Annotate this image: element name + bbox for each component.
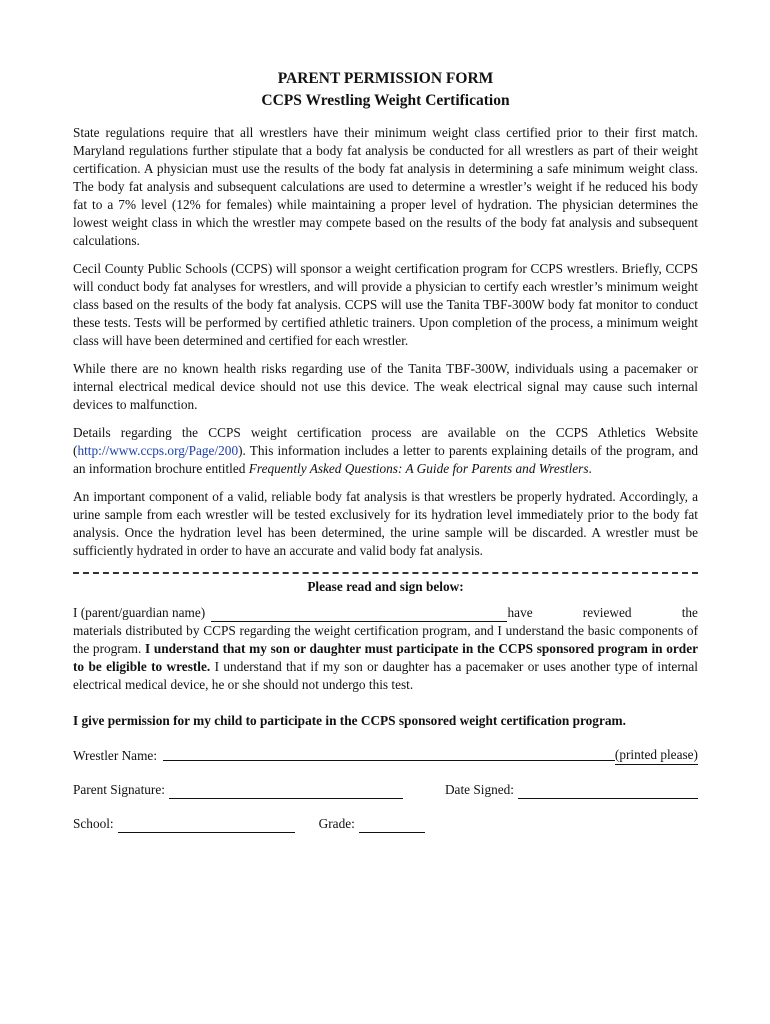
wrestler-name-label: Wrestler Name: — [73, 748, 158, 763]
parent-signature-group — [73, 781, 403, 799]
acknowledgement-first-line — [73, 604, 698, 622]
paragraph-state-regulations: State regulations require that all wrestlers have their minimum weight class certified prior to their first match. Maryland regulations further stipulate that a body fat analysis be conducted for all wrestlers as part of their weight certification. A physician must use the results of the body fat analysis in determining a safe minimum weight class. The body fat analysis and subsequent calculations are used to determine a wrestler’s weight if he reduced his body fat to a 7% level (12% for females) while maintaining a proper level of hydration. The physician determines the lowest weight class in which the wrestler may compete based on the results of the body fat analysis and subsequent calculations. — [73, 125, 698, 248]
paragraph-hydration: An important component of a valid, reliable body fat analysis is that wrestlers be properly hydrated. Accordingly, a urine sample from each wrestler will be tested exclusively for its hydration level immediately prior to the body fat analysis. Once the hydration level has been determined, the urine sample will be discarded. A wrestler must be sufficiently hydrated in order to have an accurate and valid body fat analysis. — [73, 489, 698, 558]
date-signed-field[interactable] — [518, 784, 698, 799]
ack-reviewed: reviewed — [582, 605, 632, 620]
form-title: PARENT PERMISSION FORM — [277, 70, 494, 87]
acknowledgement-text — [73, 622, 698, 694]
date-signed-group — [445, 781, 698, 799]
ack-rest-a: materials distributed by CCPS regarding the weight certification program, and I understand the basic components of the program. — [73, 623, 698, 656]
ccps-athletics-link[interactable]: http://www.ccps.org/Page/200 — [77, 443, 239, 458]
form-content — [73, 68, 698, 833]
printed-please-note: (printed please) — [615, 746, 698, 765]
grade-field[interactable] — [359, 818, 425, 833]
parent-guardian-name-field[interactable] — [211, 607, 507, 622]
permission-statement: I give permission for my child to participate in the CCPS sponsored weight certification program. — [73, 713, 626, 728]
date-signed-label: Date Signed: — [444, 782, 514, 797]
ack-start-text: I (parent/guardian name) — [73, 605, 206, 620]
ack-have: have — [507, 605, 533, 620]
signature-row — [73, 781, 698, 799]
details-text-c: . — [588, 461, 592, 476]
wrestler-name-underline — [163, 746, 615, 761]
ack-rest-b: I understand that if my son or daughter has a pacemaker or uses another type of internal electrical medical device, he or she should not undergo this test. — [73, 659, 698, 692]
ack-the: the — [681, 605, 698, 620]
school-field[interactable] — [118, 818, 295, 833]
school-grade-row — [73, 815, 698, 833]
dashed-divider — [73, 572, 698, 574]
sign-heading: Please read and sign below: — [307, 579, 464, 594]
school-label: School: — [73, 816, 114, 831]
paragraph-details — [73, 424, 698, 478]
form-subtitle: CCPS Wrestling Weight Certification — [261, 92, 510, 109]
grade-label: Grade: — [318, 816, 355, 831]
parent-signature-field[interactable] — [169, 784, 403, 799]
paragraph-health-risks: While there are no known health risks regarding use of the Tanita TBF-300W, individuals using a pacemaker or internal electrical medical device should not use this device. The weak electrical signal may cause such internal devices to malfunction. — [73, 361, 698, 412]
details-text-a: Details regarding the CCPS weight certification process are available on the CCPS Athletics Website ( — [73, 425, 698, 458]
paragraph-ccps-sponsor: Cecil County Public Schools (CCPS) will sponsor a weight certification program for CCPS wrestlers. Briefly, CCPS will conduct body fat analyses for wrestlers, and will provide a physician to certify each wrestler’s minimum weight class based on the results of the body fat analysis. CCPS will use the Tanita TBF-300W body fat monitor to conduct these tests. Tests will be performed by certified athletic trainers. Upon completion of the process, a minimum weight class will have been determined and certified for each wrestler. — [73, 261, 698, 348]
details-text-b: ). This information includes a letter to parents explaining details of the program, and an information brochure entitled — [73, 443, 698, 476]
brochure-title: Frequently Asked Questions: A Guide for Parents and Wrestlers — [248, 461, 589, 476]
ack-bold-statement: I understand that my son or daughter must participate in the CCPS sponsored program in order to be eligible to wrestle. — [73, 641, 699, 674]
wrestler-name-row — [73, 746, 698, 765]
parent-signature-label: Parent Signature: — [73, 782, 165, 797]
wrestler-name-field[interactable] — [163, 746, 698, 765]
